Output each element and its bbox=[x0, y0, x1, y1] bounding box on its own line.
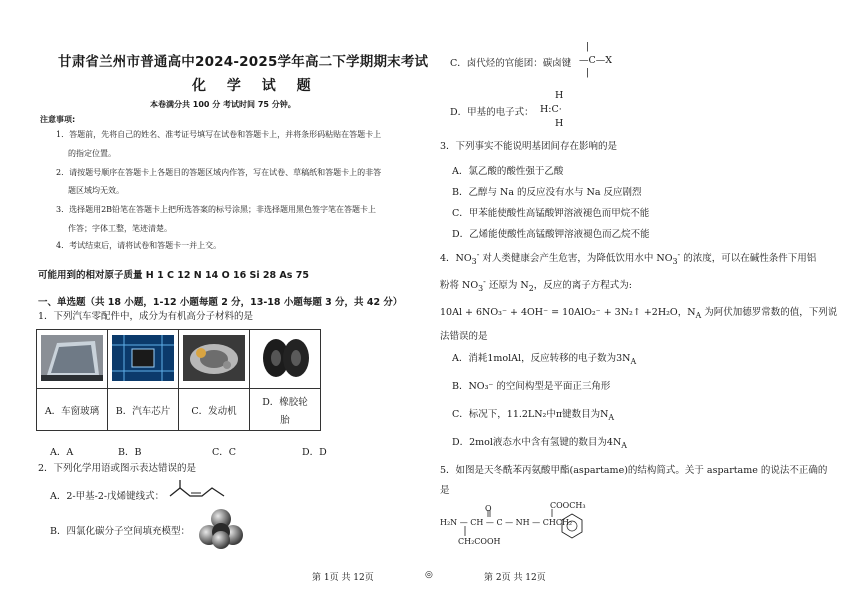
aspartame-carbonyl-o: O bbox=[485, 504, 492, 513]
q4-option-text: C．标况下，11.2LN₂中π键数目为N bbox=[452, 409, 609, 420]
q5-stem-cont: 是 bbox=[440, 485, 450, 496]
exam-info: 本卷满分共 100 分 考试时间 75 分钟。 bbox=[150, 100, 296, 109]
ccl4-model-icon bbox=[198, 508, 244, 550]
q4-sub: 3 bbox=[672, 257, 678, 267]
q1-stem: 1．下列汽车零配件中，成分为有机高分子材料的是 bbox=[38, 311, 254, 322]
q4-text: 粉将 NO bbox=[440, 280, 479, 292]
q4-text: ，反应的离子方程式为: bbox=[533, 280, 632, 292]
exam-title: 甘肃省兰州市普通高中2024-2025学年高二下学期期末考试 bbox=[58, 54, 429, 70]
q4-option-d[interactable] bbox=[452, 434, 627, 450]
q2-option-c[interactable]: C．卤代烃的官能团：碳卤键 bbox=[450, 58, 572, 69]
bond-vertical-top: | bbox=[586, 41, 590, 52]
q4-stem-line4: 法错误的是 bbox=[440, 331, 488, 342]
car-window-icon bbox=[41, 335, 103, 381]
q5-stem: 5．如图是天冬酰苯丙氨酸甲酯(aspartame)的结构简式。关于 aspartame 的说法不正确的 bbox=[440, 465, 828, 476]
notice-line: 的指定位置。 bbox=[68, 149, 116, 158]
notice-line: 作答；字体工整，笔迹清楚。 bbox=[68, 224, 172, 233]
q1-label-a: A．车窗玻璃 bbox=[37, 389, 108, 431]
q4-stem-line2 bbox=[440, 277, 632, 293]
q4-sub: A bbox=[621, 440, 628, 450]
q4-text: 的浓度，可以在碱性条件下用铝 bbox=[680, 253, 817, 265]
q4-sup: - bbox=[483, 277, 486, 286]
car-window-image bbox=[37, 330, 108, 389]
electron-formula-h-top: H bbox=[555, 90, 564, 101]
engine-image bbox=[179, 330, 250, 389]
q4-text: 4．NO bbox=[440, 253, 472, 265]
q1-label-d-line2: 胎 bbox=[280, 414, 290, 426]
q3-option-a[interactable]: A．氯乙酸的酸性强于乙酸 bbox=[452, 166, 564, 177]
q3-stem: 3．下列事实不能说明基团间存在影响的是 bbox=[440, 141, 618, 152]
notice-line: 2．请按题号顺序在答题卡上各题目的答题区域内作答，写在试卷、草稿纸和答题卡上的非答 bbox=[56, 168, 382, 177]
subject-title: 化 学 试 题 bbox=[192, 78, 319, 94]
q4-equation: 10Al + 6NO₃⁻ + 4OH⁻ = 10AlO₂⁻ + 3N₂↑ +2H₂O bbox=[440, 307, 678, 318]
q2-option-c-formula: —C—X bbox=[579, 55, 613, 66]
tire-image bbox=[250, 330, 321, 389]
footer-left: 第 1页 共 12页 bbox=[312, 573, 374, 583]
bond-vertical-bottom: | bbox=[586, 67, 590, 78]
notice-title: 注意事项: bbox=[40, 115, 76, 124]
footer-separator-icon: ◎ bbox=[425, 570, 433, 580]
q2-option-b[interactable]: B．四氯化碳分子空间填充模型： bbox=[50, 526, 190, 537]
q4-text: ，N bbox=[677, 307, 696, 318]
q1-choice-d[interactable]: D．D bbox=[302, 447, 327, 458]
aspartame-main-chain: H₂N — CH — C — NH — CHCH₂ bbox=[440, 518, 573, 527]
atomic-masses: 可能用到的相对原子质量 H 1 C 12 N 14 O 16 Si 28 As 75 bbox=[38, 270, 309, 281]
q3-option-d[interactable]: D．乙烯能使酸性高锰酸钾溶液褪色而乙烷不能 bbox=[452, 229, 650, 240]
q4-sup: - bbox=[476, 250, 480, 259]
q4-text: 对人类健康会产生危害，为降低饮用水中 NO bbox=[479, 253, 673, 265]
notice-line: 4．考试结束后，请将试卷和答题卡一并上交。 bbox=[56, 241, 222, 250]
q1-label-b: B．汽车芯片 bbox=[108, 389, 179, 431]
notice-line: 题区域均无效。 bbox=[68, 186, 124, 195]
q1-choice-c[interactable]: C．C bbox=[212, 447, 237, 458]
q3-option-b[interactable]: B．乙醇与 Na 的反应没有水与 Na 反应剧烈 bbox=[452, 187, 642, 198]
aspartame-bonds-icon bbox=[440, 500, 590, 548]
q4-sub: A bbox=[695, 310, 702, 320]
electron-formula-h-bottom: H bbox=[555, 118, 564, 129]
notice-line: 1．答题前，先将自己的姓名、准考证号填写在试卷和答题卡上，并将条形码粘贴在答题卡上 bbox=[56, 130, 382, 139]
q4-sup: - bbox=[677, 250, 681, 259]
q4-option-c[interactable] bbox=[452, 406, 614, 422]
aspartame-cooch3: COOCH₃ bbox=[550, 501, 586, 510]
chip-icon bbox=[112, 335, 174, 381]
q1-label-c: C．发动机 bbox=[179, 389, 250, 431]
q3-option-c[interactable]: C．甲苯能使酸性高锰酸钾溶液褪色而甲烷不能 bbox=[452, 208, 650, 219]
aspartame-ch2cooh: CH₂COOH bbox=[458, 537, 501, 546]
q4-stem-line1 bbox=[440, 250, 816, 266]
q4-option-b[interactable]: B．NO₃⁻ 的空间构型是平面正三角形 bbox=[452, 381, 611, 392]
q4-sub: A bbox=[630, 356, 637, 366]
q4-sub: 3 bbox=[478, 284, 484, 294]
q4-text: 还原为 N bbox=[485, 280, 529, 292]
q1-label-d bbox=[250, 389, 321, 431]
q2-stem: 2．下列化学用语或图示表达错误的是 bbox=[38, 463, 197, 474]
q2-option-a[interactable]: A．2-甲基-2-戊烯键线式： bbox=[50, 491, 165, 502]
q1-table bbox=[36, 329, 321, 431]
q1-choice-a[interactable]: A．A bbox=[50, 447, 74, 458]
q4-text: 为阿伏加德罗常数的值，下列说 bbox=[701, 307, 838, 318]
skeletal-formula-icon bbox=[168, 478, 230, 502]
q4-sub: 3 bbox=[471, 257, 477, 267]
engine-icon bbox=[183, 335, 245, 381]
footer-right: 第 2页 共 12页 bbox=[484, 573, 546, 583]
section-heading: 一、单选题（共 18 小题，1-12 小题每题 2 分，13-18 小题每题 3 分，共 42 分） bbox=[38, 297, 403, 308]
q4-sub: 2 bbox=[528, 284, 534, 294]
tire-icon bbox=[254, 335, 316, 381]
q4-option-text: D．2mol液态水中含有氢键的数目为4N bbox=[452, 437, 622, 448]
notice-line: 3．选择题用2B铅笔在答题卡上把所选答案的标号涂黑；非选择题用黑色签字笔在答题卡上 bbox=[56, 205, 377, 214]
car-chip-image bbox=[108, 330, 179, 389]
q1-choice-b[interactable]: B．B bbox=[118, 447, 142, 458]
electron-formula: H:C· bbox=[540, 104, 562, 115]
q4-option-text: A．消耗1molAl，反应转移的电子数为3N bbox=[452, 353, 631, 364]
q2-option-d[interactable]: D．甲基的电子式： bbox=[450, 107, 534, 118]
q4-option-a[interactable] bbox=[452, 350, 636, 366]
q4-equation-line bbox=[440, 304, 837, 320]
q4-sub: A bbox=[608, 412, 615, 422]
q1-label-d-line1: D．橡胶轮 bbox=[262, 396, 308, 408]
